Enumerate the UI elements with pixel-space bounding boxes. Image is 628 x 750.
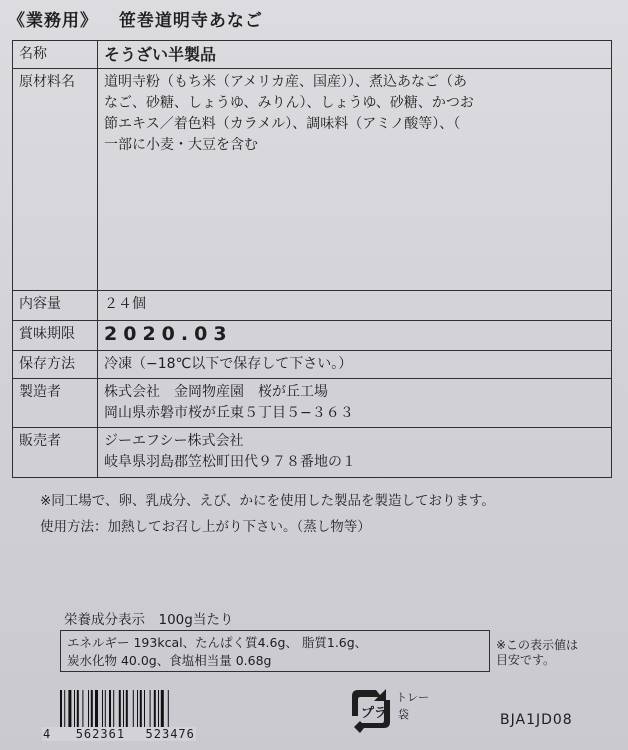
lot-code: BJA1JD08 xyxy=(500,712,573,728)
row-contents xyxy=(13,291,612,321)
key-name: 名称 xyxy=(13,41,98,69)
barcode-digits xyxy=(42,727,196,741)
product-name: 笹巻道明寺あなご xyxy=(118,11,263,31)
product-header xyxy=(8,6,263,31)
info-table xyxy=(12,40,612,478)
row-seller xyxy=(13,428,612,478)
nutrition-note-line: 目安です。 xyxy=(496,653,556,667)
value-best-before: 2020.03 xyxy=(98,321,612,351)
seller-line: ジーエフシー株式会社 xyxy=(104,433,244,449)
row-best-before xyxy=(13,321,612,351)
row-storage xyxy=(13,351,612,379)
key-seller: 販売者 xyxy=(13,428,98,478)
nutrition-line: エネルギー 193kcal、たんぱく質4.6g、 脂質1.6g、 xyxy=(67,635,368,650)
barcode-left: 562361 xyxy=(75,727,126,741)
seller-line: 岐阜県羽島郡笠松町田代９７８番地の１ xyxy=(104,454,356,470)
row-name xyxy=(13,41,612,69)
row-ingredients xyxy=(13,69,612,291)
nutrition-line: 炭水化物 40.0g、食塩相当量 0.68g xyxy=(67,653,272,668)
ingredients-line: 一部に小麦・大豆を含む xyxy=(104,137,258,153)
key-storage: 保存方法 xyxy=(13,351,98,379)
value-seller xyxy=(98,428,612,478)
recycle-mark xyxy=(346,686,442,736)
recycle-bag: 袋 xyxy=(398,708,409,721)
recycle-pla: プラ xyxy=(361,706,388,721)
recycle-tray: トレー xyxy=(396,691,429,704)
barcode-lead: 4 xyxy=(43,727,52,741)
value-storage: 冷凍（−18℃以下で保存して下さい。） xyxy=(98,351,612,379)
barcode-right: 523476 xyxy=(145,727,195,741)
nutrition-note xyxy=(496,638,578,668)
usage-note: 使用方法：加熱してお召し上がり下さい。（蒸し物等） xyxy=(40,519,371,535)
nutrition-box xyxy=(60,630,490,672)
notes xyxy=(40,488,495,540)
nutrition-note-line: ※この表示値は xyxy=(496,638,579,652)
value-ingredients xyxy=(98,69,612,291)
value-contents: ２４個 xyxy=(98,291,612,321)
ingredients-line: 道明寺粉（もち米（アメリカ産、国産））、煮込あなご（あ xyxy=(104,74,468,90)
ingredients-line: なご、砂糖、しょうゆ、みりん）、しょうゆ、砂糖、かつお xyxy=(104,95,474,111)
key-ingredients: 原材料名 xyxy=(13,69,98,291)
key-manufacturer: 製造者 xyxy=(13,379,98,428)
key-best-before: 賞味期限 xyxy=(13,321,98,351)
ingredients-line: 節エキス／着色料（カラメル）、調味料（アミノ酸等）、（ xyxy=(104,116,461,132)
nutrition-title: 栄養成分表示 100g当たり xyxy=(64,612,234,628)
row-manufacturer xyxy=(13,379,612,428)
value-manufacturer xyxy=(98,379,612,428)
key-contents: 内容量 xyxy=(13,291,98,321)
brand-tag: 《業務用》 xyxy=(8,11,98,31)
allergen-note: ※同工場で、卵、乳成分、えび、かにを使用した製品を製造しております。 xyxy=(40,493,495,509)
manufacturer-line: 株式会社 金岡物産園 桜が丘工場 xyxy=(104,384,328,400)
manufacturer-line: 岡山県赤磐市桜が丘東５丁目５−３６３ xyxy=(104,405,354,421)
value-name: そうざい半製品 xyxy=(98,41,612,69)
